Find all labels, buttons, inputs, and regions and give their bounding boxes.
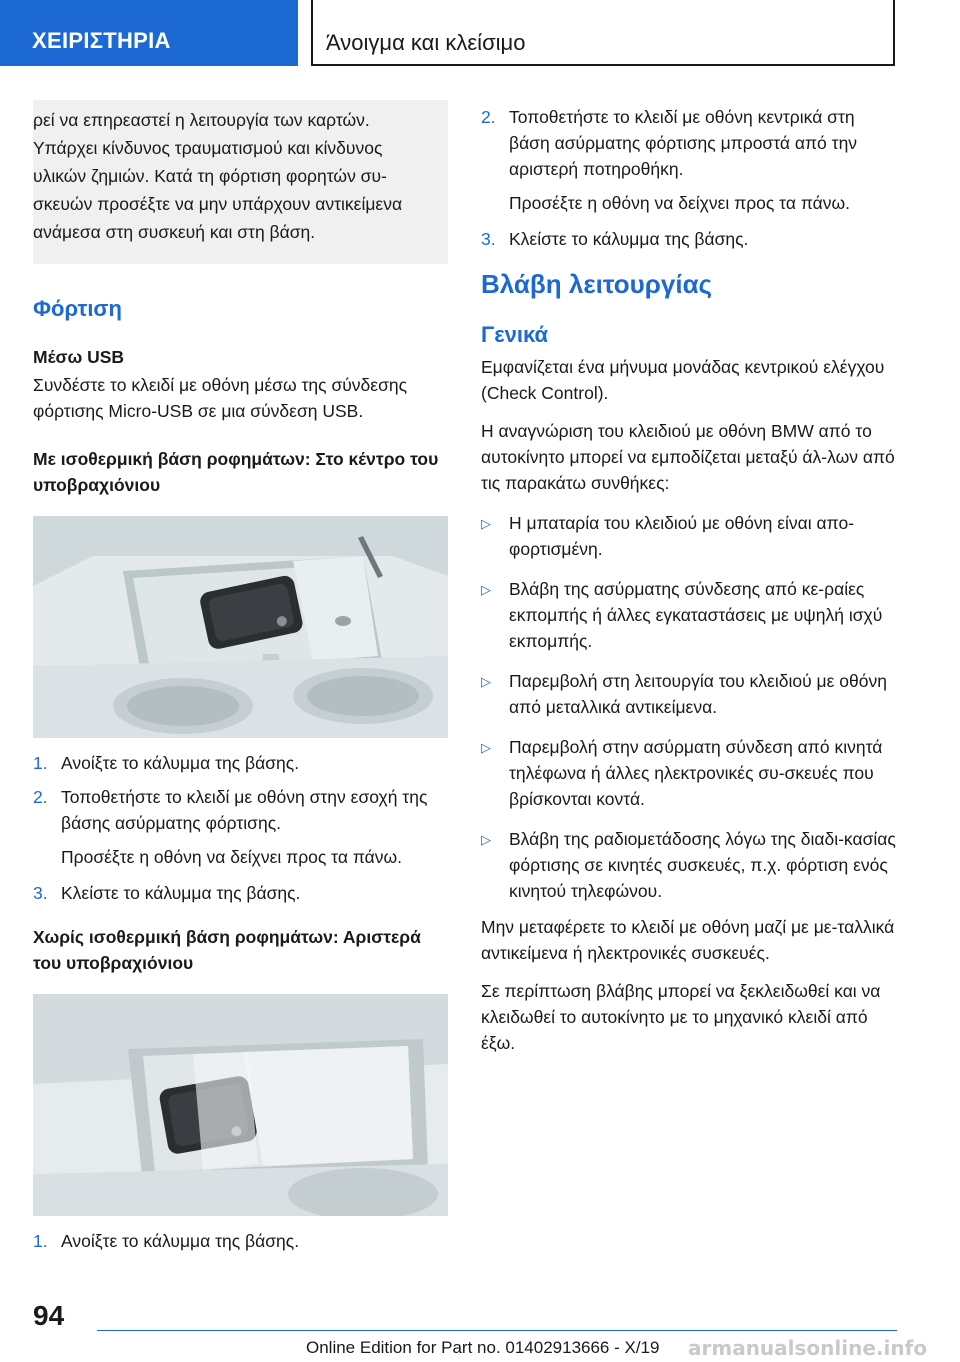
header-divider-right (893, 0, 895, 66)
step-item (33, 1228, 448, 1254)
right-column (481, 104, 896, 1068)
triangle-bullet-icon: ▷ (481, 582, 491, 597)
list-item (481, 576, 896, 654)
usb-text: Συνδέστε το κλειδί με οθόνη μέσω της σύνδεσης φόρτισης Micro-USB σε μια σύνδεση USB. (33, 375, 408, 421)
page-header (0, 0, 960, 66)
warning-text: ρεί να επηρεαστεί η λειτουργία των καρτών. Υπάρχει κίνδυνος τραυματισμού και κίνδυνος υλικών ζημιών. Κατά τη φόρτιση φορητών συ-σκευών προσέξτε να μην υπάρχουν αντικείμενα ανάμεσα στη συσκευή και στη βάση. (33, 110, 403, 242)
warning-box (33, 100, 448, 264)
steps-left (33, 1228, 448, 1254)
page-number: 94 (33, 1300, 65, 1331)
step-number: 2. (481, 107, 496, 127)
metal-warning-text: Μην μεταφέρετε το κλειδί με οθόνη μαζί με με-ταλλικά αντικείμενα ή ηλεκτρονικές συσκευές. (481, 917, 895, 963)
step-number: 3. (481, 229, 496, 249)
section-tab: ΧΕΙΡΙΣΤΗΡΙΑ (0, 0, 298, 66)
list-item-text: Βλάβη της ασύρματης σύνδεσης από κε-ραίες εκπομπής ή άλλες εγκαταστάσεις με υψηλή ισχύ εκπομπής. (509, 579, 883, 651)
step-text: Τοποθετήστε το κλειδί με οθόνη κεντρικά στη βάση ασύρματης φόρτισης μπροστά από την αριστερή ποτηροθήκη. (509, 107, 858, 179)
step-item (33, 784, 448, 836)
step-text: Κλείστε το κάλυμμα της βάσης. (509, 229, 749, 249)
list-item (481, 510, 896, 562)
chapter-title: Άνοιγμα και κλείσιμο (326, 30, 526, 55)
list-item (481, 668, 896, 720)
conditions-list (481, 510, 896, 904)
step-item (33, 750, 448, 776)
step-item (481, 104, 896, 182)
fault-heading: Βλάβη λειτουργίας (481, 269, 713, 299)
step-text: Ανοίξτε το κάλυμμα της βάσης. (61, 753, 300, 773)
list-item-text: Η μπαταρία του κλειδιού με οθόνη είναι απο-φορτισμένη. (509, 513, 855, 559)
list-item (481, 734, 896, 812)
left-column (33, 100, 448, 1262)
console-photo-left (33, 994, 448, 1216)
charging-heading: Φόρτιση (33, 296, 122, 321)
step-number: 3. (33, 883, 48, 903)
general-text-1: Εμφανίζεται ένα μήνυμα μονάδας κεντρικού ελέγχου (Check Control). (481, 357, 885, 403)
fault-action-text: Σε περίπτωση βλάβης μπορεί να ξεκλειδωθεί και να κλειδωθεί το αυτοκίνητο με το μηχανικό κλειδί από έξω. (481, 981, 881, 1053)
triangle-bullet-icon: ▷ (481, 516, 491, 531)
console-illustration-center (33, 516, 448, 738)
no-thermal-holder-heading: Χωρίς ισοθερμική βάση ροφημάτων: Αριστερά του υποβραχιόνιου (33, 927, 421, 973)
header-divider (311, 0, 313, 66)
step-number: 1. (33, 1231, 48, 1251)
step-text: Τοποθετήστε το κλειδί με οθόνη στην εσοχή της βάσης ασύρματης φόρτισης. (61, 787, 428, 833)
step-number: 2. (33, 787, 48, 807)
step-item (33, 880, 448, 906)
edition-text: Online Edition for Part no. 01402913666 - X/19 (306, 1338, 660, 1357)
step-text: Κλείστε το κάλυμμα της βάσης. (61, 883, 301, 903)
usb-heading: Μέσω USB (33, 347, 125, 367)
console-illustration-left (33, 994, 448, 1216)
footer-rule (97, 1330, 897, 1331)
general-heading: Γενικά (481, 322, 549, 347)
watermark-text: armanualsonline.info (688, 1336, 928, 1360)
console-photo-center (33, 516, 448, 738)
step-item (481, 226, 896, 252)
step-text: Ανοίξτε το κάλυμμα της βάσης. (61, 1231, 300, 1251)
steps-center (33, 750, 448, 906)
triangle-bullet-icon: ▷ (481, 740, 491, 755)
thermal-holder-heading: Με ισοθερμική βάση ροφημάτων: Στο κέντρο του υποβραχιόνιου (33, 449, 439, 495)
step-note: Προσέξτε η οθόνη να δείχνει προς τα πάνω. (509, 193, 851, 213)
list-item-text: Παρεμβολή στη λειτουργία του κλειδιού με οθόνη από μεταλλικά αντικείμενα. (509, 671, 887, 717)
step-number: 1. (33, 753, 48, 773)
list-item (481, 826, 896, 904)
list-item-text: Παρεμβολή στην ασύρματη σύνδεση από κινητά τηλέφωνα ή άλλες ηλεκτρονικές συ-σκευές που βρίσκονται κοντά. (509, 737, 883, 809)
general-text-2: Η αναγνώριση του κλειδιού με οθόνη BMW από το αυτοκίνητο μπορεί να εμποδίζεται μεταξύ άλ-λων από τις παρακάτω συνθήκες: (481, 421, 895, 493)
triangle-bullet-icon: ▷ (481, 674, 491, 689)
step-note: Προσέξτε η οθόνη να δείχνει προς τα πάνω. (61, 847, 403, 867)
triangle-bullet-icon: ▷ (481, 832, 491, 847)
list-item-text: Βλάβη της ραδιομετάδοσης λόγω της διαδι-κασίας φόρτισης σε κινητές συσκευές, π.χ. φόρτιση ενός κινητού τηλεφώνου. (509, 829, 896, 901)
header-underline (311, 64, 895, 66)
